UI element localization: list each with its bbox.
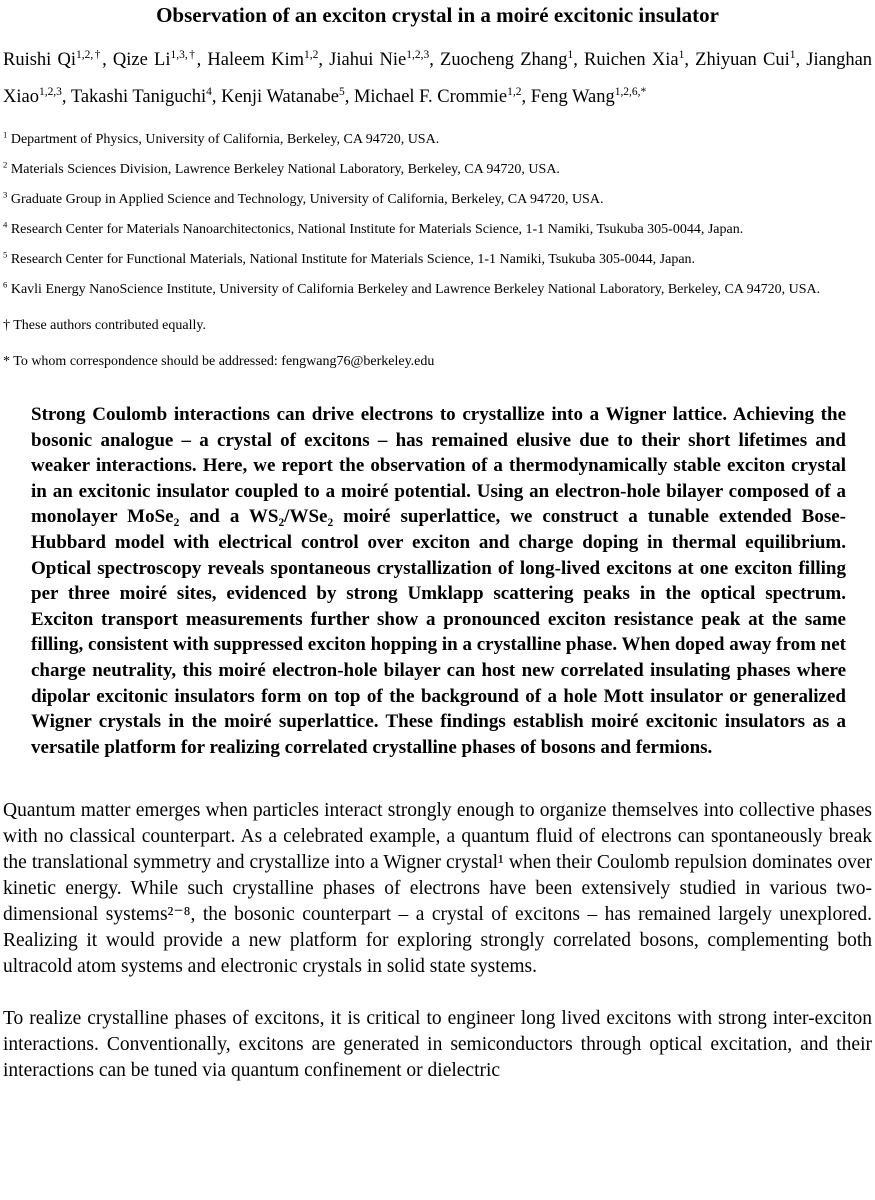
affiliation-6 <box>3 280 872 300</box>
affiliation-text: Graduate Group in Applied Science and Technology, University of California, Berkeley, CA 94720, USA. <box>10 192 604 207</box>
author-affiliation-marker: 1,2,† <box>76 48 103 61</box>
author-affiliation-marker: 1 <box>678 48 685 61</box>
author-affiliation-marker: 1 <box>567 48 574 61</box>
affiliation-text: Materials Sciences Division, Lawrence Berkeley National Laboratory, Berkeley, CA 94720, USA. <box>10 162 560 177</box>
abstract: Strong Coulomb interactions can drive electrons to crystallize into a Wigner lattice. Achieving the bosonic analogue – a crystal of excitons – has remained elusive due to their short lifetimes and weaker interactions. Here, we report the observation of a thermodynamically stable exciton crystal in an excitonic insulator coupled to a moiré potential. Using an electron-hole bilayer composed of a monolayer MoSe₂ and a WS₂/WSe₂ moiré superlattice, we construct a tunable extended Bose-Hubbard model with electrical control over exciton and charge doping in thermal equilibrium. Optical spectroscopy reveals spontaneous crystallization of long-lived excitons at one exciton filling per three moiré sites, evidenced by strong Umklapp scattering peaks in the optical spectrum. Exciton transport measurements further show a pronounced exciton resistance peak at the same filling, consistent with suppressed exciton hopping in a crystalline phase. When doped away from net charge neutrality, this moiré electron-hole bilayer can host new correlated insulating phases where dipolar excitonic insulators form on top of the background of a hole Mott insulator or generalized Wigner crystals in the moiré superlattice. These findings establish moiré excitonic insulators as a versatile platform for realizing correlated crystalline phases of bosons and fermions. <box>31 404 846 758</box>
author-affiliation-marker: 1 <box>789 48 796 61</box>
note-marker: * <box>3 354 10 369</box>
affiliation-text: Research Center for Functional Materials, National Institute for Materials Science, 1-1 Namiki, Tsukuba 305-0044, Japan. <box>10 252 696 267</box>
body-paragraph-2: To realize crystalline phases of excitons, it is critical to engineer long lived excitons with strong inter-exciton interactions. Conventionally, excitons are generated in semiconductors through optical excitation, and their interactions can be tuned via quantum confinement or dielectric <box>3 1008 872 1082</box>
affiliation-text: Kavli Energy NanoScience Institute, University of California Berkeley and Lawrence Berkeley National Laboratory, Berkeley, CA 94720, USA. <box>10 282 821 297</box>
note-text: To whom correspondence should be addressed: fengwang76@berkeley.edu <box>13 354 435 369</box>
affiliation-2 <box>3 160 872 180</box>
affiliation-marker: 5 <box>3 249 8 260</box>
author-affiliation-marker: 1,2 <box>507 85 522 98</box>
paper-title: Observation of an exciton crystal in a moiré excitonic insulator <box>156 3 719 27</box>
affiliation-text: Department of Physics, University of California, Berkeley, CA 94720, USA. <box>10 132 440 147</box>
affiliation-list <box>3 130 872 300</box>
note-text: These authors contributed equally. <box>13 318 206 333</box>
affiliation-5 <box>3 250 872 270</box>
author-affiliation-marker: 4 <box>206 85 212 98</box>
affiliation-marker: 2 <box>3 159 8 170</box>
author-affiliation-marker: 5 <box>338 85 345 98</box>
author-affiliation-marker: 1,2,3 <box>38 85 62 98</box>
affiliation-marker: 6 <box>3 279 8 290</box>
equal-contribution-note <box>3 316 872 336</box>
note-marker: † <box>3 318 10 333</box>
affiliation-4 <box>3 220 872 240</box>
author-affiliation-marker: 1,2,6,* <box>614 85 647 98</box>
author-list: Ruishi $Qi^{1,2,\dagger}$, Qize $Li^{1,3,\dagger}$, Haleem Kim$^{1,2}$, Jiahui Nie$^{1,2,3}$, Zuocheng Zhang$^1$, Ruichen Xia$^1$, Zhiyuan Cui$^1$, Jianghan Xiao$^{1,2,3}$, Takashi Taniguchi$^4$, Kenji Watanabe$^5$, Michael F. Crommie$^{1,2}$, Feng Wang$^{1,2,6,*}$ <box>3 48 873 107</box>
body-paragraph-1: Quantum matter emerges when particles interact strongly enough to organize themselves into collective phases with no classical counterpart. As a celebrated example, a quantum fluid of electrons can spontaneously break the translational symmetry and crystallize into a Wigner crystal¹ when their Coulomb repulsion dominates over kinetic energy. While such crystalline phases of electrons have been extensively studied in various two-dimensional systems²⁻⁸, the bosonic counterpart – a crystal of excitons – has remained largely unexplored. Realizing it would provide a new platform for exploring strongly correlated bosons, complementing both ultracold atom systems and electronic crystals in solid state systems. <box>3 800 872 978</box>
affiliation-marker: 4 <box>3 219 8 230</box>
author-affiliation-marker: 1,2 <box>304 48 319 61</box>
affiliation-3 <box>3 190 872 210</box>
correspondence-note <box>3 352 872 372</box>
author-affiliation-marker: 1,3,† <box>170 48 197 61</box>
affiliation-marker: 3 <box>3 189 8 200</box>
affiliation-marker: 1 <box>3 129 8 140</box>
affiliation-text: Research Center for Materials Nanoarchitectonics, National Institute for Materials Science, 1-1 Namiki, Tsukuba 305-0044, Japan. <box>10 222 744 237</box>
affiliation-1 <box>3 130 872 150</box>
author-affiliation-marker: 1,2,3 <box>406 48 430 61</box>
